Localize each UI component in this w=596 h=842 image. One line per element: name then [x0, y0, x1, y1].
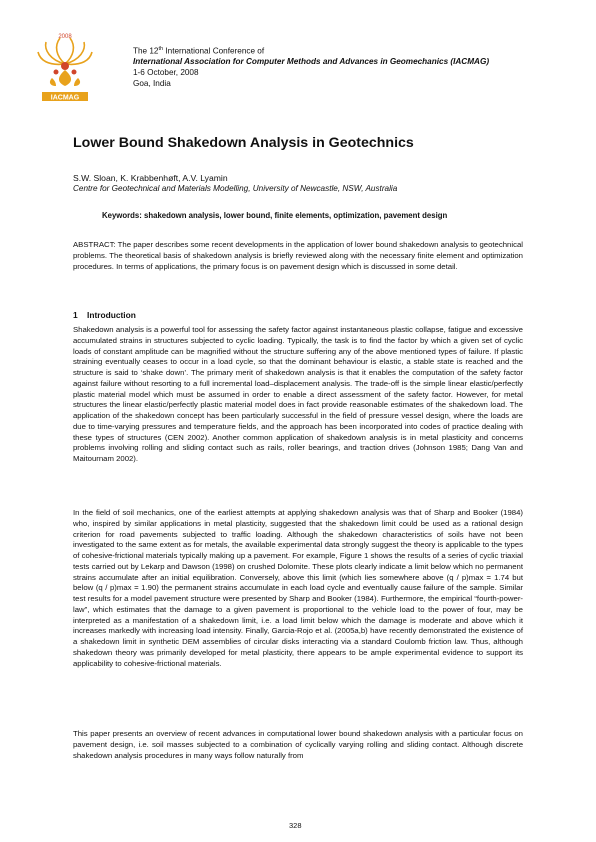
section-title: Introduction [87, 310, 136, 320]
body-paragraph: This paper presents an overview of recent advances in computational lower bound shakedown analysis with a particular focus on pavement design, i.e. soil masses subjected to a combination of cyclically varying rolling and sliding contact. Although discrete shakedown analysis procedures in many ways follow naturally from [73, 729, 523, 760]
paper-authors: S.W. Sloan, K. Krabbenhøft, A.V. Lyamin [73, 173, 228, 183]
ordinal-suffix: th [158, 46, 164, 52]
conference-place: Goa, India [133, 78, 171, 88]
author-affiliation: Centre for Geotechnical and Materials Modelling, University of Newcastle, NSW, Australia [73, 184, 398, 193]
body-paragraph: Shakedown analysis is a powerful tool for assessing the safety factor against instantaneous plastic collapse, fatigue and excessive accumulated strains in structures subjected to cyclic loading. Typically, the task is to find the factor by which a given set of cyclic loads of constant amplitude can be magnified without the structure suffering any of the above mentioned types of failure. If plastic straining eventually ceases to occur in a load cycle, so that the dominant behaviour is elastic, a stable state is reached and the structure is said to ‘shake down’. The primary merit of shakedown analysis is that it enables the computation of the safety factor against failure without resorting to a full incremental load–displacement analysis. The trade-off is the simple linear elastic/perfectly plastic material model which must be assumed in order to enable a direct assessment of the safety factor. However, for metal structures the linear elastic/perfectly plastic material model does in fact provide reasonable estimates of the shakedown load. The application of the shakedown concept has been particularly successful in the field of pressure vessel design, where the loads are due to time-varying pressures and temperature fields, and the approach has been incorporated into codes of practice dealing with these types of structures (CEN 2002). Another common application of shakedown analysis is in metal plasticity and concerns problems involving rolling and sliding contact such as rails, roller bearings, and traction drives (Johnson 1985; Dang Van and Maitournam 2002). [73, 325, 523, 463]
section-number: 1 [73, 310, 78, 320]
section-heading [73, 310, 136, 320]
svg-text:2008: 2008 [58, 34, 72, 40]
conference-ordinal: The 12 [133, 46, 159, 56]
keywords: Keywords: shakedown analysis, lower bound, finite elements, optimization, pavement design [102, 211, 448, 220]
body-paragraph: In the field of soil mechanics, one of the earliest attempts at applying shakedown analysis was that of Sharp and Booker (1984) who, inspired by similar applications in metal plasticity, suggested that the shakedown limit could be used as a rational design criterion for road pavements subjected to traffic loading. Although the shakedown characteristics of soils have not been investigated to the same extent as for metals, the available experimental data strongly suggest the theory is applicable to the types of cohesive-frictional materials typically making up a pavement. For example, Figure 1 shows the results of a series of cyclic triaxial tests carried out by Lekarp and Dawson (1998) on crushed Dolomite. These plots clearly indicate a limit below which no permanent strains accumulate after an initial equilibration. Conversely, above this limit (which lies somewhere above (q / p)max = 1.74 but below (q / p)max = 1.90) the permanent strains accumulate in each load cycle and eventually cause failure of the sample. Similar test results for a model pavement structure were presented by Sharp and Booker (1984). Furthermore, the empirical “fourth-power-law”, which estimates that the damage to a given pavement is proportional to the vehicle load to the power of four, may be interpreted as a manifestation of a shakedown limit, i.e. a load limit below which the damage is moderate and above which it increases markedly with increasing load intensity. Finally, Garcia-Rojo et al. (2005a,b) have recently demonstrated the existence of a shakedown limit in synthetic DEM assemblies of circular disks interacting via a standard Coulomb friction law. Thus, although shakedown theory was primarily developed for metal plasticity, there appears to be ample experimental evidence to support its applicability to cohesive-frictional materials. [73, 508, 523, 668]
abstract: ABSTRACT: The paper describes some recent developments in the application of lower bound shakedown analysis to geotechnical problems. The theoretical basis of shakedown analysis is briefly reviewed along with the necessary finite element and optimization procedures. In terms of applications, the primary focus is on pavement design which is discussed in some detail. [73, 240, 523, 271]
conference-name: International Conference of [163, 46, 265, 56]
conference-header [133, 44, 489, 89]
page-number: 328 [289, 821, 302, 830]
association-name: International Association for Computer Methods and Advances in Geomechanics (IACMAG) [133, 57, 490, 67]
lotus-logo-icon [36, 30, 94, 104]
conference-dates: 1-6 October, 2008 [133, 67, 199, 77]
conference-logo [36, 30, 94, 104]
svg-text:IACMAG: IACMAG [50, 94, 80, 102]
paper-title: Lower Bound Shakedown Analysis in Geotechnics [73, 135, 414, 151]
conference-title-line [133, 44, 489, 57]
